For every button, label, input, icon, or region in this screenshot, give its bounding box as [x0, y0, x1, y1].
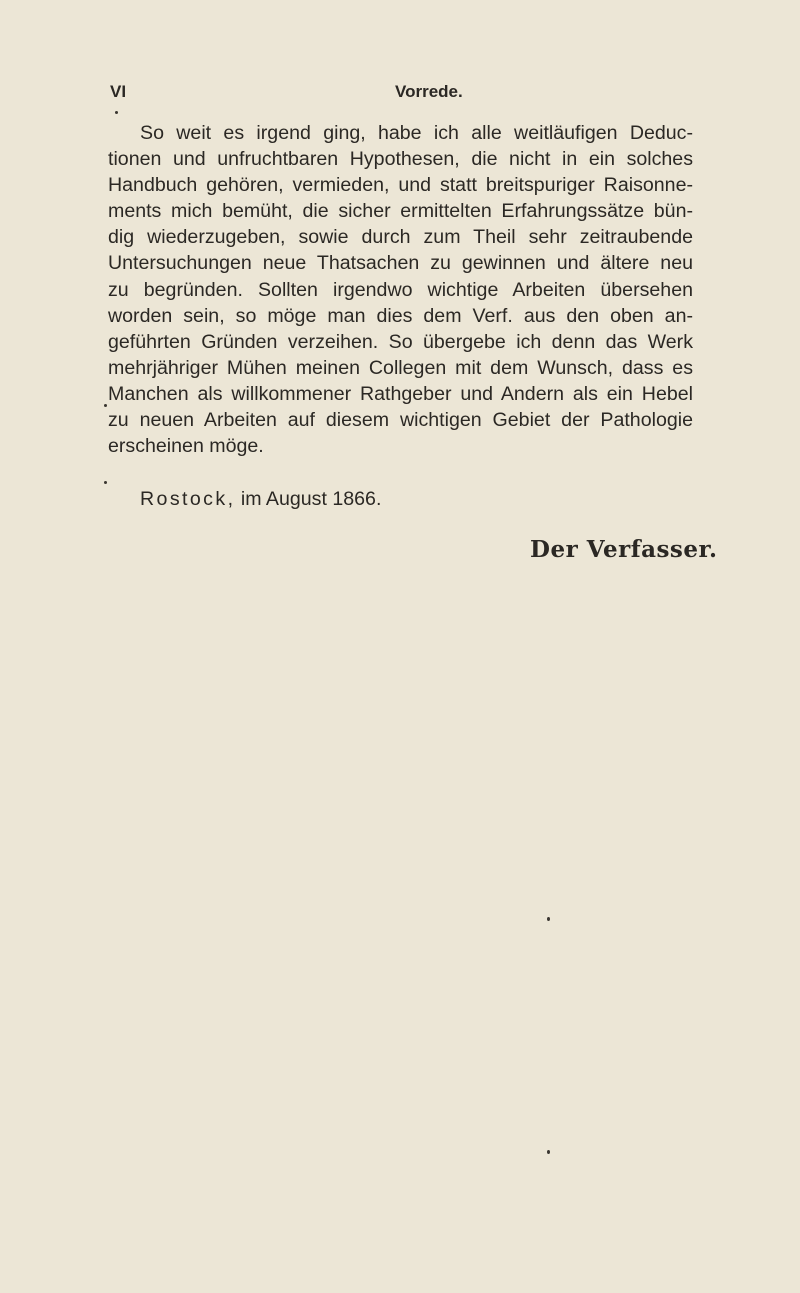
running-title: Vorrede.: [395, 82, 463, 101]
author-signature: Der Verfasser.: [530, 536, 718, 563]
paper-speck: [104, 404, 107, 407]
paper-speck: [547, 917, 550, 921]
text-line: dig wiederzugeben, sowie durch zum Theil sehr zeitraubende: [108, 226, 693, 249]
text-line: tionen und unfruchtbaren Hypothesen, die nicht in ein solches: [108, 148, 693, 171]
page-number: VI: [110, 82, 127, 101]
text-line: Untersuchungen neue Thatsachen zu gewinnen und ältere neu: [108, 252, 693, 275]
text-line: mehrjähriger Mühen meinen Collegen mit dem Wunsch, dass es: [108, 356, 693, 379]
paper-speck: [115, 111, 118, 114]
paper-speck: [547, 1150, 550, 1154]
text-line: ments mich bemüht, die sicher ermittelten Erfahrungssätze bün-: [108, 200, 693, 223]
text-line: worden sein, so möge man dies dem Verf. aus den oben an-: [108, 304, 693, 327]
text-line: geführten Gründen verzeihen. So übergebe ich denn das Werk: [108, 330, 693, 353]
paper-speck: [104, 481, 107, 484]
text-line: So weit es irgend ging, habe ich alle weitläufigen Deduc-: [140, 122, 693, 144]
place-name: Rostock,: [140, 488, 236, 510]
text-line: Manchen als willkommener Rathgeber und Andern als ein Hebel: [108, 382, 693, 405]
preface-paragraph: [108, 120, 693, 459]
place-and-date: [140, 488, 381, 511]
text-line: erscheinen möge.: [108, 435, 264, 458]
text-line: Handbuch gehören, vermieden, und statt breitspuriger Raisonne-: [108, 174, 693, 197]
page-header: [110, 82, 690, 112]
text-line: zu begründen. Sollten irgendwo wichtige Arbeiten übersehen: [108, 278, 693, 301]
date-text: im August 1866.: [235, 488, 382, 510]
text-line: zu neuen Arbeiten auf diesem wichtigen Gebiet der Pathologie: [108, 409, 693, 432]
